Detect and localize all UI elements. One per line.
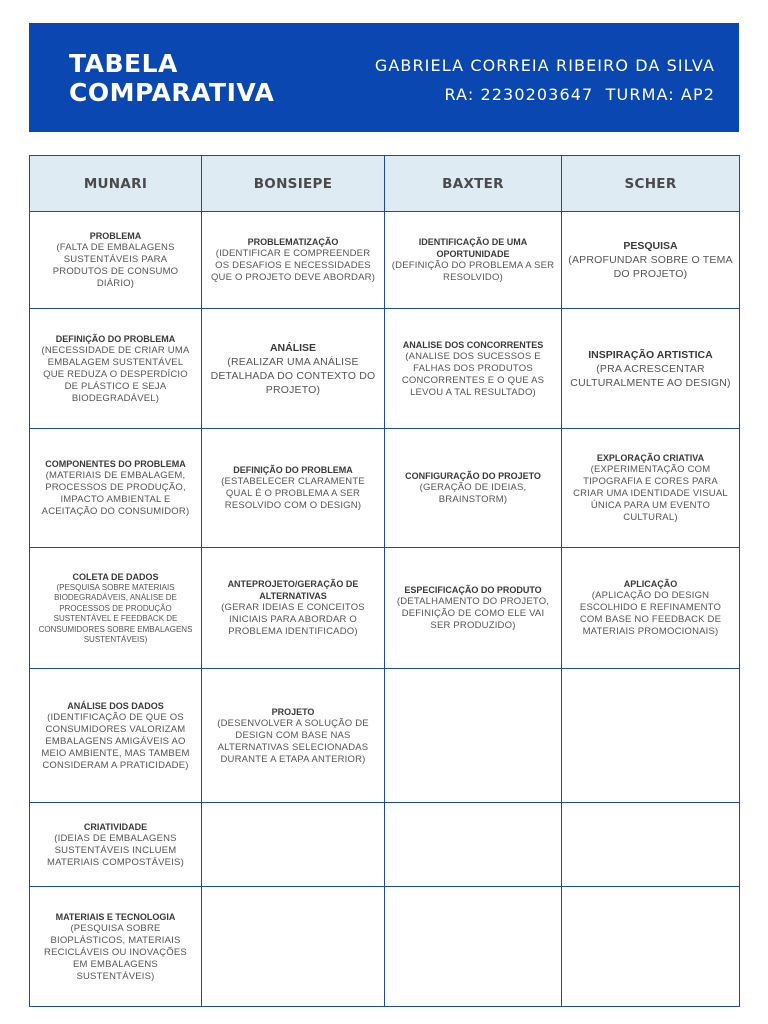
student-ids — [375, 80, 715, 109]
cell-description: (DESENVOLVER A SOLUÇÃO DE DESIGN COM BASE NAS ALTERNATIVAS SELECIONADAS DURANTE A ETAPA ANTERIOR) — [217, 717, 369, 765]
cell-description: (IDEIAS DE EMBALAGENS SUSTENTÁVEIS INCLUEM MATERIAIS COMPOSTÁVEIS) — [47, 832, 184, 868]
cell-title: EXPLORAÇÃO CRIATIVA — [596, 453, 705, 463]
cell-title: DEFINIÇÃO DO PROBLEMA — [233, 465, 353, 475]
table-body — [30, 212, 740, 1007]
cell-description: (NECESSIDADE DE CRIAR UMA EMBALAGEM SUSTENTÁVEL QUE REDUZA O DESPERDÍCIO DE PLÁSTICO E SEJA BIODEGRADÁVEL) — [41, 344, 190, 404]
table-header-row — [30, 156, 740, 212]
cell-title: PROBLEMA — [89, 231, 142, 241]
cell-description: (PRA ACRESCENTAR CULTURALMENTE AO DESIGN) — [570, 362, 731, 389]
table-cell-bonsiepe — [202, 212, 385, 309]
table-cell-baxter — [385, 212, 562, 309]
cell-description: (MATERIAIS DE EMBALAGEM, PROCESSOS DE PRODUÇÃO, IMPACTO AMBIENTAL E ACEITAÇÃO DO CONSUMIDOR) — [41, 470, 190, 517]
table-cell-munari — [30, 669, 202, 803]
cell-description: (GERAR IDEIAS E CONCEITOS INICIAIS PARA ABORDAR O PROBLEMA IDENTIFICADO) — [221, 602, 365, 637]
cell-title: ANÁLISE DOS DADOS — [67, 700, 164, 711]
table-cell-bonsiepe — [202, 803, 385, 887]
comparison-table — [29, 155, 740, 1007]
table-cell-scher — [562, 429, 740, 548]
cell-title: PROBLEMATIZAÇÃO — [247, 237, 339, 247]
cell-title: PESQUISA — [623, 240, 678, 252]
table-cell-munari — [30, 212, 202, 309]
cell-title: CRIATIVIDADE — [83, 821, 148, 832]
cell-description: (GERAÇÃO DE IDEIAS, BRAINSTORM) — [419, 482, 527, 505]
table-cell-scher — [562, 548, 740, 669]
cell-description: (DEFINIÇÃO DO PROBLEMA A SER RESOLVIDO) — [391, 260, 555, 283]
table-cell-baxter — [385, 429, 562, 548]
header-banner — [29, 23, 739, 132]
table-cell-scher — [562, 309, 740, 429]
table-cell-bonsiepe — [202, 429, 385, 548]
cell-description: (IDENTIFICAÇÃO DE QUE OS CONSUMIDORES VALORIZAM EMBALAGENS AMIGÁVEIS AO MEIO AMBIENTE, MAS TAMBEM CONSIDERAM A PRATICIDADE) — [41, 711, 190, 771]
table-cell-baxter — [385, 548, 562, 669]
table-cell-bonsiepe — [202, 887, 385, 1007]
cell-description: (PESQUISA SOBRE BIOPLÁSTICOS, MATERIAIS RECICLÁVEIS OU INOVAÇÕES EM EMBALAGENS SUSTENTÁVEIS) — [44, 922, 187, 982]
cell-title: INSPIRAÇÃO ARTISTICA — [588, 348, 713, 361]
table-cell-baxter — [385, 887, 562, 1007]
table-row — [30, 803, 740, 887]
table-row — [30, 548, 740, 669]
cell-description: (EXPERIMENTAÇÃO COM TIPOGRAFIA E CORES PARA CRIAR UMA IDENTIDADE VISUAL ÚNICA PARA UM EVENTO CULTURAL) — [573, 464, 728, 523]
cell-title: APLICAÇÃO — [623, 579, 678, 589]
student-turma: TURMA: AP2 — [605, 85, 715, 104]
table-cell-bonsiepe — [202, 669, 385, 803]
table-cell-scher — [562, 669, 740, 803]
cell-description: (IDENTIFICAR E COMPREENDER OS DESAFIOS E NECESSIDADES QUE O PROJETO DEVE ABORDAR) — [210, 248, 376, 283]
cell-title: ANÁLISE — [269, 341, 317, 354]
table-cell-scher — [562, 803, 740, 887]
cell-title: DEFINIÇÃO DO PROBLEMA — [55, 333, 176, 344]
cell-title: ESPECIFICAÇÃO DO PRODUTO — [404, 585, 542, 595]
table-cell-bonsiepe — [202, 548, 385, 669]
table-cell-baxter — [385, 669, 562, 803]
cell-title: COLETA DE DADOS — [72, 571, 159, 582]
column-header-bonsiepe: BONSIEPE — [202, 156, 385, 212]
table-cell-baxter — [385, 309, 562, 429]
cell-title: IDENTIFICAÇÃO DE UMA OPORTUNIDADE — [418, 237, 528, 259]
title-line-1: TABELA — [69, 49, 178, 78]
table-cell-bonsiepe — [202, 309, 385, 429]
table-row — [30, 212, 740, 309]
student-ra: RA: 2230203647 — [444, 85, 594, 104]
table-row — [30, 669, 740, 803]
cell-description: (DETALHAMENTO DO PROJETO, DEFINIÇÃO DE COMO ELE VAI SER PRODUZIDO) — [396, 596, 550, 631]
cell-title: ANTEPROJETO/GERAÇÃO DE ALTERNATIVAS — [227, 579, 359, 601]
table-row — [30, 887, 740, 1007]
table-cell-scher — [562, 212, 740, 309]
cell-description: (REALIZAR UMA ANÁLISE DETALHADA DO CONTEXTO DO PROJETO) — [210, 355, 376, 396]
cell-description: (APLICAÇÃO DO DESIGN ESCOLHIDO E REFINAMENTO COM BASE NO FEEDBACK DE MATERIAIS PROMOCIONAIS) — [579, 590, 722, 637]
cell-description: (PESQUISA SOBRE MATERIAIS BIODEGRADÁVEIS, ANÁLISE DE PROCESSOS DE PRODUÇÃO SUSTENTÁVEL E FEEDBACK DE CONSUMIDORES SOBRE EMBALAGENS SUSTENTÁVEIS) — [38, 582, 193, 644]
student-info — [375, 51, 715, 109]
table-cell-munari — [30, 429, 202, 548]
student-name: GABRIELA CORREIA RIBEIRO DA SILVA — [374, 56, 715, 75]
table-cell-munari — [30, 803, 202, 887]
cell-description: (ESTABELECER CLARAMENTE QUAL É O PROBLEMA A SER RESOLVIDO COM O DESIGN) — [221, 476, 365, 511]
table-cell-munari — [30, 887, 202, 1007]
column-header-scher: SCHER — [562, 156, 740, 212]
cell-title: PROJETO — [271, 706, 315, 717]
column-header-munari: MUNARI — [30, 156, 202, 212]
cell-title: COMPONENTES DO PROBLEMA — [45, 459, 186, 469]
title-line-2: COMPARATIVA — [69, 78, 275, 107]
cell-description: (FALTA DE EMBALAGENS SUSTENTÁVEIS PARA PRODUTOS DE CONSUMO DIÁRIO) — [52, 242, 179, 289]
cell-description: (ANALISE DOS SUCESSOS E FALHAS DOS PRODUTOS CONCORRENTES E O QUE AS LEVOU A TAL RESULTADO) — [401, 350, 545, 398]
column-header-baxter: BAXTER — [385, 156, 562, 212]
table-cell-baxter — [385, 803, 562, 887]
cell-title: ANALISE DOS CONCORRENTES — [402, 339, 544, 350]
table-row — [30, 309, 740, 429]
table-cell-munari — [30, 309, 202, 429]
table-cell-scher — [562, 887, 740, 1007]
cell-title: MATERIAIS E TECNOLOGIA — [55, 911, 176, 922]
table-cell-munari — [30, 548, 202, 669]
page-title — [69, 49, 274, 107]
cell-title: CONFIGURAÇÃO DO PROJETO — [405, 471, 541, 481]
table-row — [30, 429, 740, 548]
cell-description: (APROFUNDAR SOBRE O TEMA DO PROJETO) — [568, 254, 733, 280]
